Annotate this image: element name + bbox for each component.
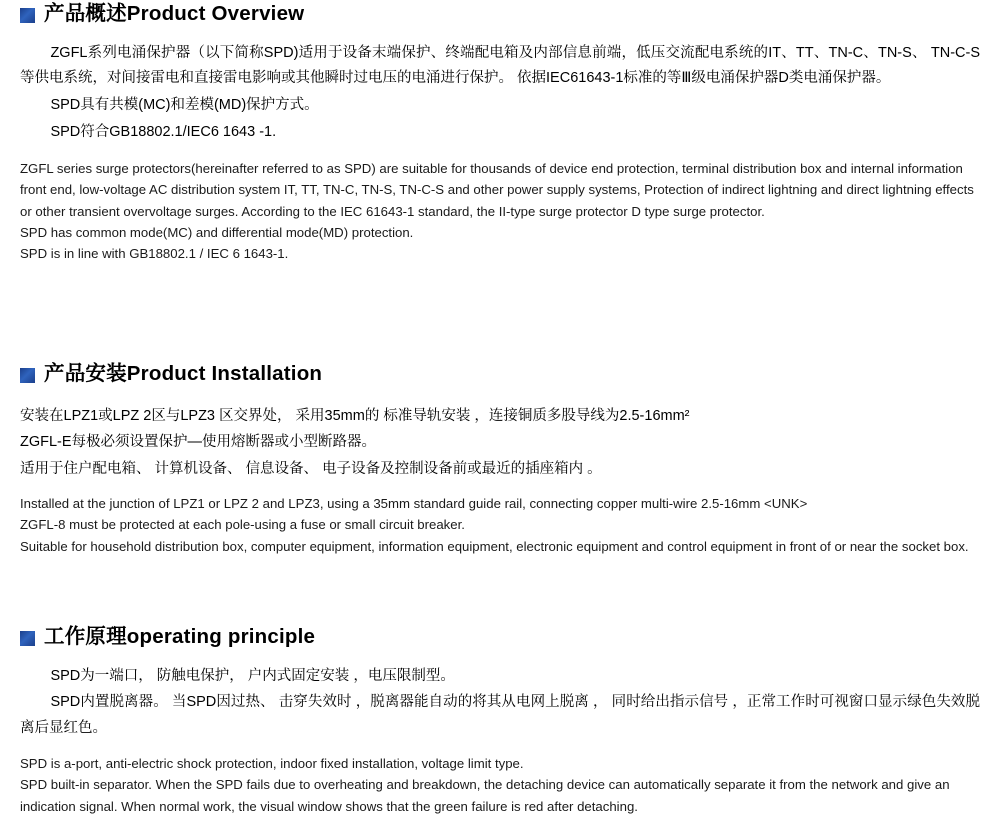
chinese-body xyxy=(20,404,980,483)
paragraph: 安装在LPZ1或LPZ 2区与LPZ3 区交界处， 采用35mm的 标准导轨安装 ，连接铜质多股导线为2.5-16mm² xyxy=(20,407,690,424)
paragraph: SPD为一端口， 防触电保护， 户内式固定安装 ，电压限制型。 xyxy=(50,667,455,684)
square-bullet-icon xyxy=(20,368,35,383)
section-heading xyxy=(20,362,980,387)
section-title: 产品安装Product Installation xyxy=(44,362,323,385)
paragraph: SPD has common mode(MC) and differential mode(MD) protection. xyxy=(20,224,414,240)
english-body xyxy=(20,493,980,557)
paragraph: SPD is a-port, anti-electric shock protection, indoor fixed installation, voltage limit type. xyxy=(20,755,524,771)
paragraph: ZGFL-8 must be protected at each pole-using a fuse or small circuit breaker. xyxy=(20,517,465,533)
section-heading xyxy=(20,2,980,27)
square-bullet-icon xyxy=(20,8,35,23)
paragraph: ZGFL-E每极必须设置保护—使用熔断器或小型断路器。 xyxy=(20,434,377,451)
paragraph: SPD具有共模(MC)和差模(MD)保护方式。 xyxy=(50,97,319,114)
chinese-body xyxy=(20,664,980,742)
paragraph: SPD符合GB18802.1/IEC6 1643 -1. xyxy=(50,123,277,140)
section-heading xyxy=(20,625,980,650)
english-body xyxy=(20,158,980,265)
section-operating-principle xyxy=(20,625,980,817)
paragraph: SPD built-in separator. When the SPD fails due to overheating and breakdown, the detaching device can automatically separate it from the network and give an indication signal. When normal work, the visual window shows that the green failure is red after detaching. xyxy=(20,777,950,814)
paragraph: Suitable for household distribution box, computer equipment, information equipment, electronic equipment and control equipment in front of or near the socket box. xyxy=(20,538,969,554)
square-bullet-icon xyxy=(20,631,35,646)
paragraph: ZGFL series surge protectors(hereinafter referred to as SPD) are suitable for thousands of device end protection, terminal distribution box and internal information front end, low-voltage AC distribution system IT, TT, TN-C, TN-S, TN-C-S and other power supply systems, Protection of indirect lightning and direct lightning effects or other transient overvoltage surges. According to the IEC 61643-1 standard, the II-type surge protector D type surge protector. xyxy=(20,160,974,219)
chinese-body xyxy=(20,41,980,146)
section-title: 工作原理operating principle xyxy=(44,625,316,648)
paragraph: 适用于住户配电箱、 计算机设备、 信息设备、 电子设备及控制设备前或最近的插座箱内 。 xyxy=(20,461,602,478)
paragraph: SPD is in line with GB18802.1 / IEC 6 1643-1. xyxy=(20,246,289,262)
english-body xyxy=(20,753,980,817)
paragraph: Installed at the junction of LPZ1 or LPZ 2 and LPZ3, using a 35mm standard guide rail, connecting copper multi-wire 2.5-16mm <UNK> xyxy=(20,495,808,511)
paragraph: SPD内置脱离器。 当SPD因过热、 击穿失效时 ，脱离器能自动的将其从电网上脱离 ， 同时给出指示信号 ，正常工作时可视窗口显示绿色失效脱离后显红色。 xyxy=(20,694,980,737)
paragraph: ZGFL系列电涌保护器（以下简称SPD)适用于设备末端保护、终端配电箱及内部信息前端，低压交流配电系统的IT、TT、TN-C、TN-S、 TN-C-S等供电系统，对间接雷电和直接雷电影响或其他瞬时过电压的电涌进行保护。 依据IEC61643-1标准的等Ⅲ级电涌保护器D类电涌保护器。 xyxy=(20,44,980,87)
section-product-installation xyxy=(20,362,980,557)
section-title: 产品概述Product Overview xyxy=(44,2,305,25)
section-product-overview xyxy=(20,2,980,265)
